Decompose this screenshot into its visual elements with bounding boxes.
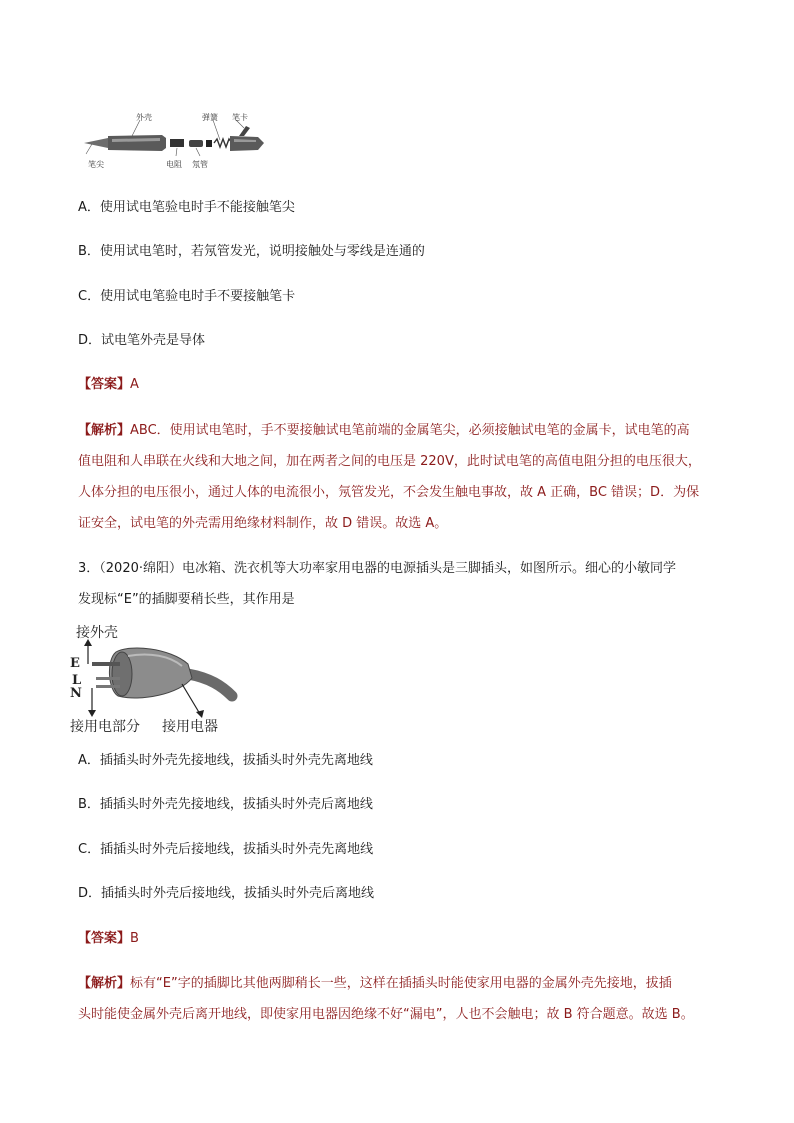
plug-letter-n: N	[70, 686, 82, 701]
q3-analysis-tag: 【解析】	[78, 976, 131, 991]
q3-answer-value: B	[130, 931, 139, 946]
q2-answer-value: A	[130, 377, 139, 392]
q2-option-a: A．使用试电笔验电时手不能接触笔尖	[78, 200, 295, 215]
label-shell: 外壳	[136, 113, 152, 122]
q3-answer	[78, 931, 139, 947]
label-spring: 弹簧	[202, 113, 218, 122]
label-resistor: 电阻	[166, 160, 182, 169]
plug-letter-l: L	[72, 673, 82, 688]
q2-analysis-line-3: 人体分担的电压很小，通过人体的电流很小，氖管发光，不会发生触电事故，故 A 正确，BC 错误；D．为保	[78, 485, 700, 500]
q3-stem	[78, 553, 728, 615]
label-tip: 笔尖	[88, 160, 104, 169]
q3-option-a: A．插插头时外壳先接地线，拔插头时外壳先离地线	[78, 753, 373, 768]
test-pen-figure	[74, 110, 274, 172]
plug-label-live-part: 接用电部分	[70, 719, 140, 735]
q3-analysis-line-1: 标有“E”字的插脚比其他两脚稍长一些，这样在插插头时能使家用电器的金属外壳先接地，拔插	[130, 976, 672, 991]
q3-stem-line-2: 发现标“E”的插脚要稍长些，其作用是	[78, 592, 295, 607]
q2-analysis-line-2: 值电阻和人串联在火线和大地之间，加在两者之间的电压是 220V，此时试电笔的高值电阻分担的电压很大，	[78, 454, 701, 469]
q2-analysis-line-1: ABC．使用试电笔时，手不要接触试电笔前端的金属笔尖，必须接触试电笔的金属卡，试电笔的高	[130, 423, 690, 438]
q2-option-b: B．使用试电笔时，若氖管发光，说明接触处与零线是连通的	[78, 244, 425, 259]
q2-answer	[78, 377, 139, 393]
q2-option-c: C．使用试电笔验电时手不要接触笔卡	[78, 289, 296, 304]
plug-label-appliance: 接用电器	[162, 719, 218, 735]
q3-analysis	[78, 968, 728, 1030]
q3-stem-line-1: 3．（2020·绵阳）电冰箱、洗衣机等大功率家用电器的电源插头是三脚插头，如图所示。细心的小敏同学	[78, 561, 676, 576]
plug-letter-e: E	[70, 656, 80, 671]
q3-option-b: B．插插头时外壳先接地线，拔插头时外壳后离地线	[78, 797, 373, 812]
plug-figure	[70, 622, 245, 734]
plug-label-shell: 接外壳	[76, 625, 118, 641]
q2-answer-tag: 【答案】	[78, 377, 131, 392]
q3-analysis-line-2: 头时能使金属外壳后离开地线，即使家用电器因绝缘不好“漏电”，人也不会触电；故 B 符合题意。故选 B。	[78, 1007, 694, 1022]
q2-analysis-tag: 【解析】	[78, 423, 131, 438]
q3-option-d: D．插插头时外壳后接地线，拔插头时外壳后离地线	[78, 886, 375, 901]
q2-analysis-line-4: 证安全，试电笔的外壳需用绝缘材料制作，故 D 错误。故选 A。	[78, 516, 448, 531]
q3-option-c: C．插插头时外壳后接地线，拔插头时外壳先离地线	[78, 842, 374, 857]
q3-answer-tag: 【答案】	[78, 931, 131, 946]
label-neon: 氖管	[192, 160, 208, 169]
label-clip: 笔卡	[232, 113, 248, 122]
q2-option-d: D．试电笔外壳是导体	[78, 333, 206, 348]
q2-analysis	[78, 415, 728, 539]
